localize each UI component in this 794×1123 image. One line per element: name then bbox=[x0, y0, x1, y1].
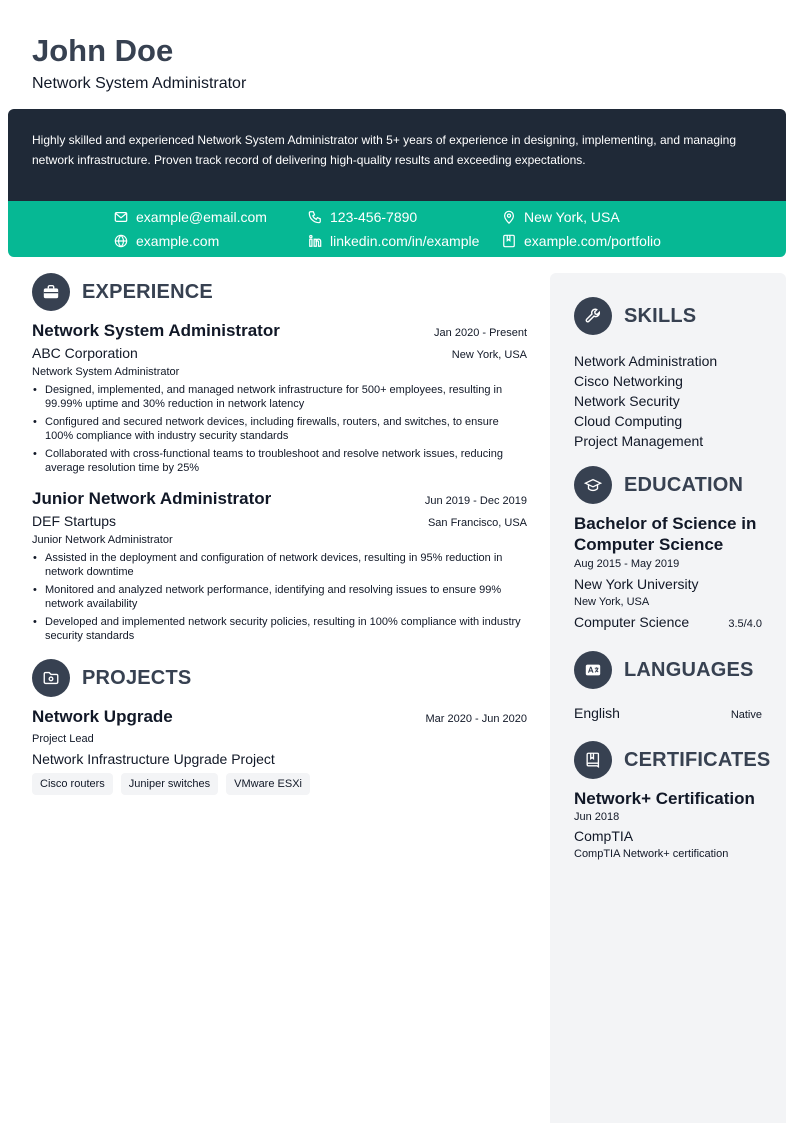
field-of-study: Computer Science bbox=[574, 614, 690, 630]
skill-item: Cloud Computing bbox=[574, 413, 683, 429]
education-heading bbox=[574, 466, 762, 504]
job-title: Network System Administrator bbox=[32, 321, 280, 340]
project-role: Project Lead bbox=[32, 733, 94, 745]
experience-entry bbox=[32, 319, 527, 475]
skill-item: Cisco Networking bbox=[574, 373, 683, 389]
job-location: San Francisco, USA bbox=[427, 517, 527, 529]
skills-heading bbox=[574, 297, 762, 335]
phone-icon bbox=[308, 210, 322, 224]
project-tags bbox=[32, 773, 527, 795]
contact-linkedin-text: linkedin.com/in/example bbox=[330, 233, 480, 249]
experience-entry bbox=[32, 487, 527, 643]
language-name: English bbox=[574, 705, 620, 721]
linkedin-icon bbox=[308, 234, 322, 248]
language-level: Native bbox=[730, 709, 762, 721]
contact-portfolio[interactable] bbox=[502, 231, 661, 251]
experience-heading bbox=[32, 273, 527, 311]
skills-title: SKILLS bbox=[624, 304, 697, 327]
bullet-item: • Assisted in the deployment and configuration of network devices, resulting in 95% reduction in network downtime bbox=[45, 551, 527, 579]
briefcase-icon bbox=[32, 273, 70, 311]
contact-portfolio-text: example.com/portfolio bbox=[524, 233, 661, 249]
education-entry bbox=[574, 513, 762, 633]
certificate-description: CompTIA Network+ certification bbox=[574, 848, 729, 860]
contact-location-text: New York, USA bbox=[524, 209, 620, 225]
job-role: Network System Administrator bbox=[32, 366, 180, 378]
experience-title: EXPERIENCE bbox=[82, 280, 213, 303]
contact-band bbox=[8, 201, 786, 257]
job-location: New York, USA bbox=[451, 349, 527, 361]
contact-website[interactable] bbox=[114, 231, 219, 251]
degree: Bachelor of Science in Computer Science bbox=[574, 514, 757, 554]
bullet-item: • Monitored and analyzed network performance, identifying and resolving issues to ensure 99% network availability bbox=[45, 583, 527, 611]
map-pin-icon bbox=[502, 210, 516, 224]
folder-icon bbox=[32, 659, 70, 697]
contact-phone[interactable] bbox=[308, 207, 417, 227]
language-item bbox=[574, 703, 762, 724]
job-date: Jan 2020 - Present bbox=[434, 327, 527, 339]
globe-icon bbox=[114, 234, 128, 248]
translate-icon bbox=[574, 651, 612, 689]
sidebar bbox=[550, 273, 786, 1123]
certificate-date: Jun 2018 bbox=[574, 811, 620, 823]
main-column bbox=[32, 273, 527, 795]
certificates-title: CERTIFICATES bbox=[624, 748, 771, 771]
candidate-name: John Doe bbox=[32, 33, 174, 68]
education-dates: Aug 2015 - May 2019 bbox=[574, 558, 680, 570]
job-date: Jun 2019 - Dec 2019 bbox=[424, 495, 527, 507]
certificate-book-icon bbox=[574, 741, 612, 779]
gpa: 3.5/4.0 bbox=[728, 618, 762, 630]
project-entry bbox=[32, 705, 527, 795]
skill-item: Network Security bbox=[574, 393, 680, 409]
resume-header bbox=[32, 30, 762, 95]
languages-heading bbox=[574, 651, 762, 689]
projects-title: PROJECTS bbox=[82, 666, 192, 689]
languages-title: LANGUAGES bbox=[624, 658, 754, 681]
job-bullets bbox=[32, 383, 527, 475]
job-company: DEF Startups bbox=[32, 513, 117, 529]
job-bullets bbox=[32, 551, 527, 643]
job-role: Junior Network Administrator bbox=[32, 534, 173, 546]
portfolio-book-icon bbox=[502, 234, 516, 248]
bullet-item: • Developed and implemented network security policies, resulting in 100% compliance with industry security standards bbox=[45, 615, 527, 643]
tag-badge: Juniper switches bbox=[121, 773, 218, 795]
certificate-entry bbox=[574, 788, 762, 863]
certificate-issuer: CompTIA bbox=[574, 828, 634, 844]
contact-location bbox=[502, 207, 620, 227]
contact-phone-text: 123-456-7890 bbox=[330, 209, 418, 225]
tag-badge: VMware ESXi bbox=[226, 773, 310, 795]
skills-list bbox=[574, 351, 762, 451]
project-date: Mar 2020 - Jun 2020 bbox=[425, 713, 527, 725]
graduation-cap-icon bbox=[574, 466, 612, 504]
project-title: Network Upgrade bbox=[32, 707, 173, 726]
contact-email-text: example@email.com bbox=[136, 209, 267, 225]
skill-item: Network Administration bbox=[574, 353, 718, 369]
bullet-item: • Designed, implemented, and managed network infrastructure for 500+ employees, resulting in 99.99% uptime and 30% reduction in network latency bbox=[45, 383, 527, 411]
candidate-title: Network System Administrator bbox=[32, 75, 247, 92]
contact-email[interactable] bbox=[114, 207, 267, 227]
bullet-item: • Configured and secured network devices, including firewalls, routers, and switches, to ensure 100% compliance with industry security standards bbox=[45, 415, 527, 443]
project-description: Network Infrastructure Upgrade Project bbox=[32, 751, 275, 767]
contact-website-text: example.com bbox=[136, 233, 220, 249]
skill-item: Project Management bbox=[574, 433, 704, 449]
mail-icon bbox=[114, 210, 128, 224]
contact-linkedin[interactable] bbox=[308, 231, 479, 251]
education-title: EDUCATION bbox=[624, 473, 744, 496]
job-title: Junior Network Administrator bbox=[32, 489, 272, 508]
projects-heading bbox=[32, 659, 527, 697]
tag-badge: Cisco routers bbox=[32, 773, 113, 795]
job-company: ABC Corporation bbox=[32, 345, 138, 361]
summary-band bbox=[8, 109, 786, 201]
summary-text: Highly skilled and experienced Network System Administrator with 5+ years of experience in designing, implementing, and managing network infrastructure. Proven track record of delivering high-quality results and exceeding expectations. bbox=[32, 133, 737, 167]
certificate-name: Network+ Certification bbox=[574, 789, 755, 808]
school-location: New York, USA bbox=[574, 596, 650, 608]
certificates-heading bbox=[574, 741, 771, 779]
wrench-icon bbox=[574, 297, 612, 335]
bullet-item: • Collaborated with cross-functional teams to troubleshoot and resolve network issues, reducing average resolution time by 25% bbox=[45, 447, 527, 475]
school-name: New York University bbox=[574, 576, 699, 592]
